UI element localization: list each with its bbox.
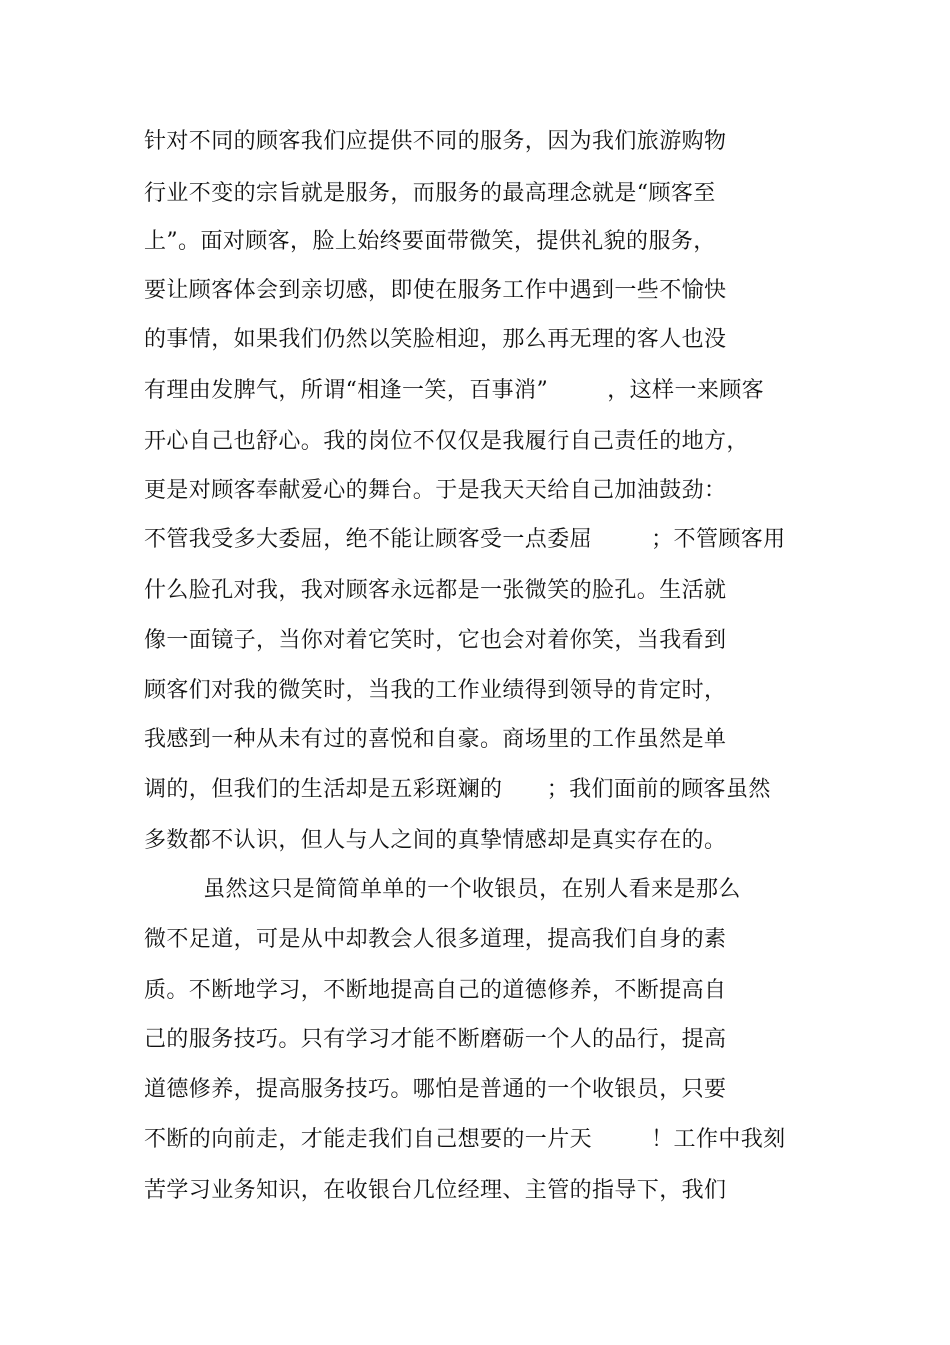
text-line: 质。不断地学习，不断地提高自己的道德修养，不断提高自 <box>144 978 727 1003</box>
text-line: 调的，但我们的生活却是五彩斑斓的 ；我们面前的顾客虽然 <box>144 777 771 802</box>
text-line: 我感到一种从未有过的喜悦和自豪。商场里的工作虽然是单 <box>144 727 727 752</box>
text-line: 顾客们对我的微笑时，当我的工作业绩得到领导的肯定时， <box>144 678 727 703</box>
text-line: 上”。面对顾客，脸上始终要面带微笑，提供礼貌的服务， <box>144 229 716 254</box>
text-line: 的事情，如果我们仍然以笑脸相迎，那么再无理的客人也没 <box>144 327 727 352</box>
text-line: 微不足道，可是从中却教会人很多道理，提高我们自身的素 <box>144 927 727 952</box>
text-line: 更是对顾客奉献爱心的舞台。于是我天天给自己加油鼓劲： <box>144 478 727 503</box>
text-line: 像一面镜子，当你对着它笑时，它也会对着你笑，当我看到 <box>144 628 727 653</box>
text-line: 行业不变的宗旨就是服务，而服务的最高理念就是“顾客至 <box>144 181 716 206</box>
text-line: 苦学习业务知识，在收银台几位经理、主管的指导下，我们 <box>144 1178 727 1203</box>
text-line: 要让顾客体会到亲切感，即使在服务工作中遇到一些不愉快 <box>144 278 727 303</box>
text-line: 道德修养，提高服务技巧。哪怕是普通的一个收银员，只要 <box>144 1077 727 1102</box>
text-line: 多数都不认识，但人与人之间的真挚情感却是真实存在的。 <box>144 828 727 853</box>
text-line: 开心自己也舒心。我的岗位不仅仅是我履行自己责任的地方， <box>144 429 749 454</box>
paragraph-first-line: 虽然这只是简简单单的一个收银员，在别人看来是那么 <box>144 877 741 902</box>
text-line: 有理由发脾气，所谓“相逢一笑，百事消” ，这样一来顾客 <box>144 378 765 403</box>
text-line: 什么脸孔对我，我对顾客永远都是一张微笑的脸孔。生活就 <box>144 578 727 603</box>
text-line: 针对不同的顾客我们应提供不同的服务，因为我们旅游购物 <box>144 129 727 154</box>
text-line: 不管我受多大委屈，绝不能让顾客受一点委屈 ；不管顾客用 <box>144 527 786 552</box>
text-line: 不断的向前走，才能走我们自己想要的一片天 ！工作中我刻 <box>144 1127 786 1152</box>
text-line: 己的服务技巧。只有学习才能不断磨砺一个人的品行，提高 <box>144 1027 727 1052</box>
